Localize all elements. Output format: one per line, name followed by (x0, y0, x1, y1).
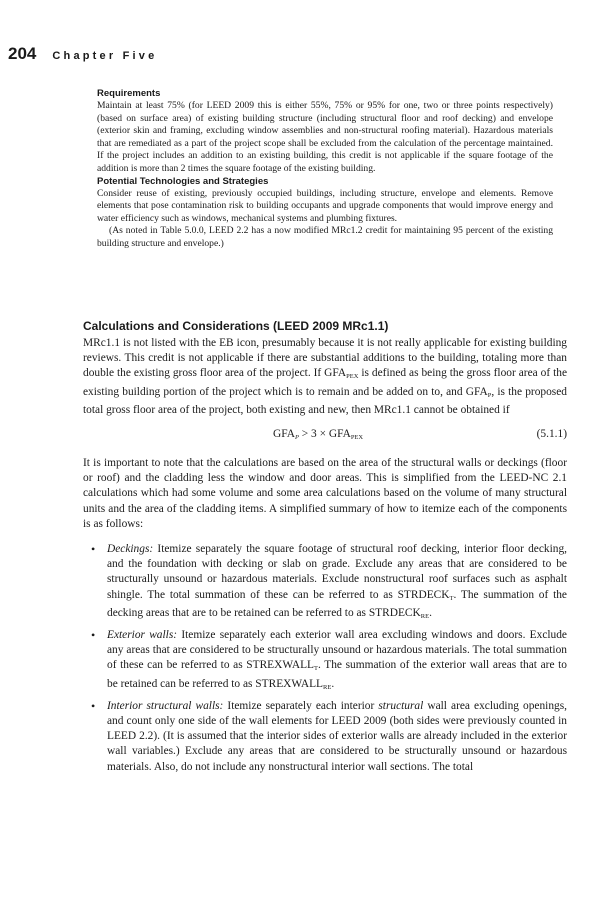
chapter-label: Chapter Five (52, 50, 158, 62)
requirements-text: Maintain at least 75% (for LEED 2009 this is either 55%, 75% or 95% for one, two or three points respectively) (based on surface area) of existing building structure (including structural floor and roof decking) and envelope (exterior skin and framing, excluding window assemblies and non-structural roofing material). Hazardous materials that are remediated as a part of the project scope shall be excluded from the calculation of the percentage maintained. If the project includes an addition to an existing building, this credit is not applicable if the square footage of the addition is more than 2 times the square footage of the existing building. (97, 100, 553, 174)
equation-expression: $GFA_P > 3 \times GFA_{PEX}$ (273, 428, 364, 442)
component-list (83, 542, 567, 775)
main-content (83, 318, 567, 779)
requirements-heading: Requirements (97, 88, 161, 99)
bullet-icon: • (91, 542, 96, 557)
equation-5-1-1 (83, 428, 567, 444)
paragraph-applicability: MRc1.1 is not listed with the EB icon, presumably because it is not really applicable for existing building reviews. This credit is not applicable if there are substantial additions to the building, totaling more than double the existing gross floor area of the project. If $GFA_{PEX}$ is defined as being the gross floor area of the existing building portion of the project which is to remain and be added on to, and $GFA_P$, is the proposed total gross floor area of the project, both existing and new, then MRc1.1 cannot be obtained if (83, 337, 567, 416)
page-number: 204 (8, 44, 37, 63)
equation-number: (5.1.1) (536, 428, 567, 441)
bullet-icon: • (91, 698, 96, 713)
bullet-icon: • (91, 628, 96, 643)
section-heading: Calculations and Considerations (LEED 2009 MRc1.1) (83, 319, 389, 333)
strategies-text: Consider reuse of existing, previously occupied buildings, including structure, envelope and elements. Remove elements that pose contamination risk to building occupants and upgrade components that would improve energy and water efficiency such as windows, mechanical systems and plumbing fixtures. (97, 187, 553, 224)
list-item: • Interior structural walls: Itemize separately each interior structural wall area excluding openings, and count only one side of the wall elements for LEED 2009 (both sides were previously counted in LEED 2.2). (It is assumed that the interior sides of exterior walls are already included in the exterior wall variables.) Exclude any areas that are considered to be structurally unsound or hazardous materials. Also, do not include any nonstructural interior wall sections. The total (91, 698, 568, 773)
running-head (8, 44, 157, 64)
strategies-heading: Potential Technologies and Strategies (97, 175, 269, 187)
list-item: • Exterior walls: Itemize separately each exterior wall area excluding windows and doors. Exclude any areas that are considered to be structurally unsound or hazardous materials. The total summation of these can be referred to as $STREXWALL_T$. The summation of the exterior wall areas that are to be retained can be referred to as $STREXWALL_{RE}$. (91, 628, 567, 691)
requirements-box (97, 88, 553, 251)
strategies-note: (As noted in Table 5.0.0, LEED 2.2 has a now modified MRc1.2 credit for maintaining 95 percent of the existing building structure and envelope.) (97, 225, 553, 249)
list-item: • Deckings: Itemize separately the square footage of structural roof decking, interior floor decking, and the foundation with decking or slab on grade. Exclude any areas that are considered to be structurally unsound or hazardous materials. Exclude nonstructural roof surfaces such as asphalt shingle. The total summation of these can be referred to as $STRDECK_T$. The summation of the decking areas that are to be retained can be referred to as $STRDECK_{RE}$. (91, 542, 567, 620)
paragraph-calculation-basis: It is important to note that the calculations are based on the area of the structural walls or deckings (floor or roof) and the cladding less the window and door areas. This is simplified from the LEED-NC 2.1 calculations which had some volume and some area calculations based on the volume of many structural units and the area of the cladding items. A simplified summary of how to itemize each of the components is as follows: (83, 457, 567, 530)
